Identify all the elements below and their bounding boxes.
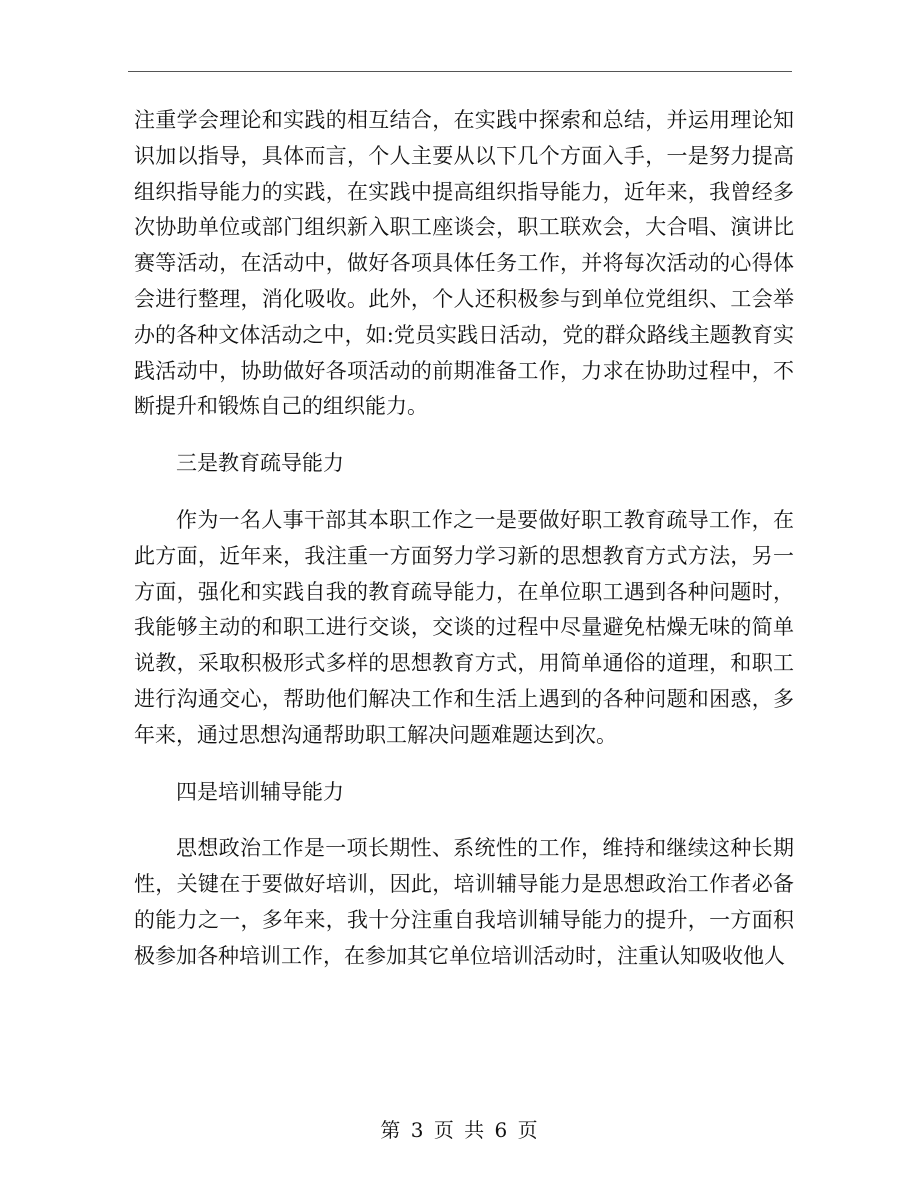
section-heading-training-tutoring: 四是培训辅导能力 (176, 779, 344, 804)
document-body (134, 103, 794, 975)
paragraph-education-guidance: 作为一名人事干部其本职工作之一是要做好职工教育疏导工作，在此方面，近年来，我注重一方面努力学习新的思想教育方式方法，另一方面，强化和实践自我的教育疏导能力，在单位职工遇到各种问题时，我能够主动的和职工进行交谈，交谈的过程中尽量避免枯燥无味的简单说教，采取积极形式多样的思想教育方式，用简单通俗的道理，和职工进行沟通交心，帮助他们解决工作和生活上遇到的各种问题和困惑，多年来，通过思想沟通帮助职工解决问题难题达到次。 (134, 507, 794, 747)
header-rule (128, 71, 792, 72)
page-number-footer: 第 3 页 共 6 页 (380, 1118, 540, 1142)
paragraph-training-tutoring: 思想政治工作是一项长期性、系统性的工作，维持和继续这种长期性，关键在于要做好培训，因此，培训辅导能力是思想政治工作者必备的能力之一，多年来，我十分注重自我培训辅导能力的提升，一方面积极参加各种培训工作，在参加其它单位培训活动时，注重认知吸收他人 (134, 836, 794, 968)
section-heading-education-guidance: 三是教育疏导能力 (176, 451, 344, 476)
paragraph-organizing-practice: 注重学会理论和实践的相互结合，在实践中探索和总结，并运用理论知识加以指导，具体而言，个人主要从以下几个方面入手，一是努力提高组织指导能力的实践，在实践中提高组织指导能力，近年来，我曾经多次协助单位或部门组织新入职工座谈会，职工联欢会，大合唱、演讲比赛等活动，在活动中，做好各项具体任务工作，并将每次活动的心得体会进行整理，消化吸收。此外，个人还积极参与到单位党组织、工会举办的各种文体活动之中，如:党员实践日活动，党的群众路线主题教育实践活动中，协助做好各项活动的前期准备工作，力求在协助过程中，不断提升和锻炼自己的组织能力。 (134, 108, 794, 419)
